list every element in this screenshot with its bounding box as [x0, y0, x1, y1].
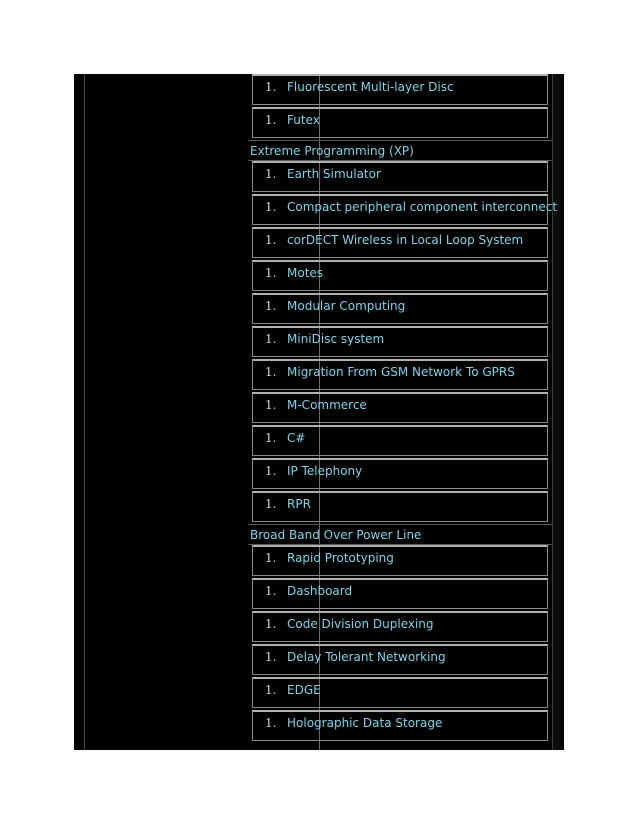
item-number: 1. — [265, 650, 277, 664]
list-item[interactable] — [252, 161, 548, 192]
item-number: 1. — [265, 683, 277, 697]
section-heading: Broad Band Over Power Line — [248, 524, 552, 545]
item-number: 1. — [265, 716, 277, 730]
item-link[interactable]: corDECT Wireless in Local Loop System — [287, 233, 524, 247]
list-item[interactable] — [252, 611, 548, 642]
list-item[interactable] — [252, 392, 548, 423]
item-number: 1. — [265, 551, 277, 565]
item-link[interactable]: Fluorescent Multi-layer Disc — [287, 80, 454, 94]
item-link[interactable]: Futex — [287, 113, 320, 127]
content-column — [248, 74, 558, 743]
list-item[interactable] — [252, 545, 548, 576]
list-item[interactable] — [252, 644, 548, 675]
list-item[interactable] — [252, 710, 548, 741]
item-number: 1. — [265, 113, 277, 127]
item-link[interactable]: MiniDisc system — [287, 332, 385, 346]
section-heading: Extreme Programming (XP) — [248, 140, 552, 161]
list-item[interactable] — [252, 359, 548, 390]
item-number: 1. — [265, 233, 277, 247]
document-sheet — [74, 74, 564, 750]
item-link[interactable]: Holographic Data Storage — [287, 716, 443, 730]
item-number: 1. — [265, 332, 277, 346]
item-number: 1. — [265, 431, 277, 445]
item-number: 1. — [265, 299, 277, 313]
item-link[interactable]: RPR — [287, 497, 311, 511]
list-item[interactable] — [252, 293, 548, 324]
item-number: 1. — [265, 464, 277, 478]
item-number: 1. — [265, 497, 277, 511]
item-link[interactable]: M-Commerce — [287, 398, 367, 412]
item-link[interactable]: Compact peripheral component interconnect — [287, 200, 558, 214]
item-number: 1. — [265, 266, 277, 280]
list-item[interactable] — [252, 260, 548, 291]
item-link[interactable]: Dashboard — [287, 584, 353, 598]
list-item[interactable] — [252, 107, 548, 138]
item-number: 1. — [265, 167, 277, 181]
item-link[interactable]: Earth Simulator — [287, 167, 381, 181]
list-item[interactable] — [252, 74, 548, 105]
item-number: 1. — [265, 365, 277, 379]
list-item[interactable] — [252, 425, 548, 456]
item-link[interactable]: C# — [287, 431, 306, 445]
right-edge-column — [552, 74, 561, 750]
item-link[interactable]: EDGE — [287, 683, 321, 697]
item-link[interactable]: Motes — [287, 266, 324, 280]
list-item[interactable] — [252, 578, 548, 609]
item-number: 1. — [265, 584, 277, 598]
list-item[interactable] — [252, 458, 548, 489]
list-item[interactable] — [252, 677, 548, 708]
item-number: 1. — [265, 617, 277, 631]
item-link[interactable]: IP Telephony — [287, 464, 363, 478]
list-item[interactable] — [252, 194, 558, 225]
item-link[interactable]: Migration From GSM Network To GPRS — [287, 365, 515, 379]
item-link[interactable]: Code Division Duplexing — [287, 617, 434, 631]
item-number: 1. — [265, 200, 277, 214]
item-number: 1. — [265, 398, 277, 412]
item-link[interactable]: Modular Computing — [287, 299, 406, 313]
item-number: 1. — [265, 80, 277, 94]
list-item[interactable] — [252, 491, 548, 522]
list-item[interactable] — [252, 227, 548, 258]
item-link[interactable]: Delay Tolerant Networking — [287, 650, 446, 664]
list-item[interactable] — [252, 326, 548, 357]
item-link[interactable]: Rapid Prototyping — [287, 551, 394, 565]
